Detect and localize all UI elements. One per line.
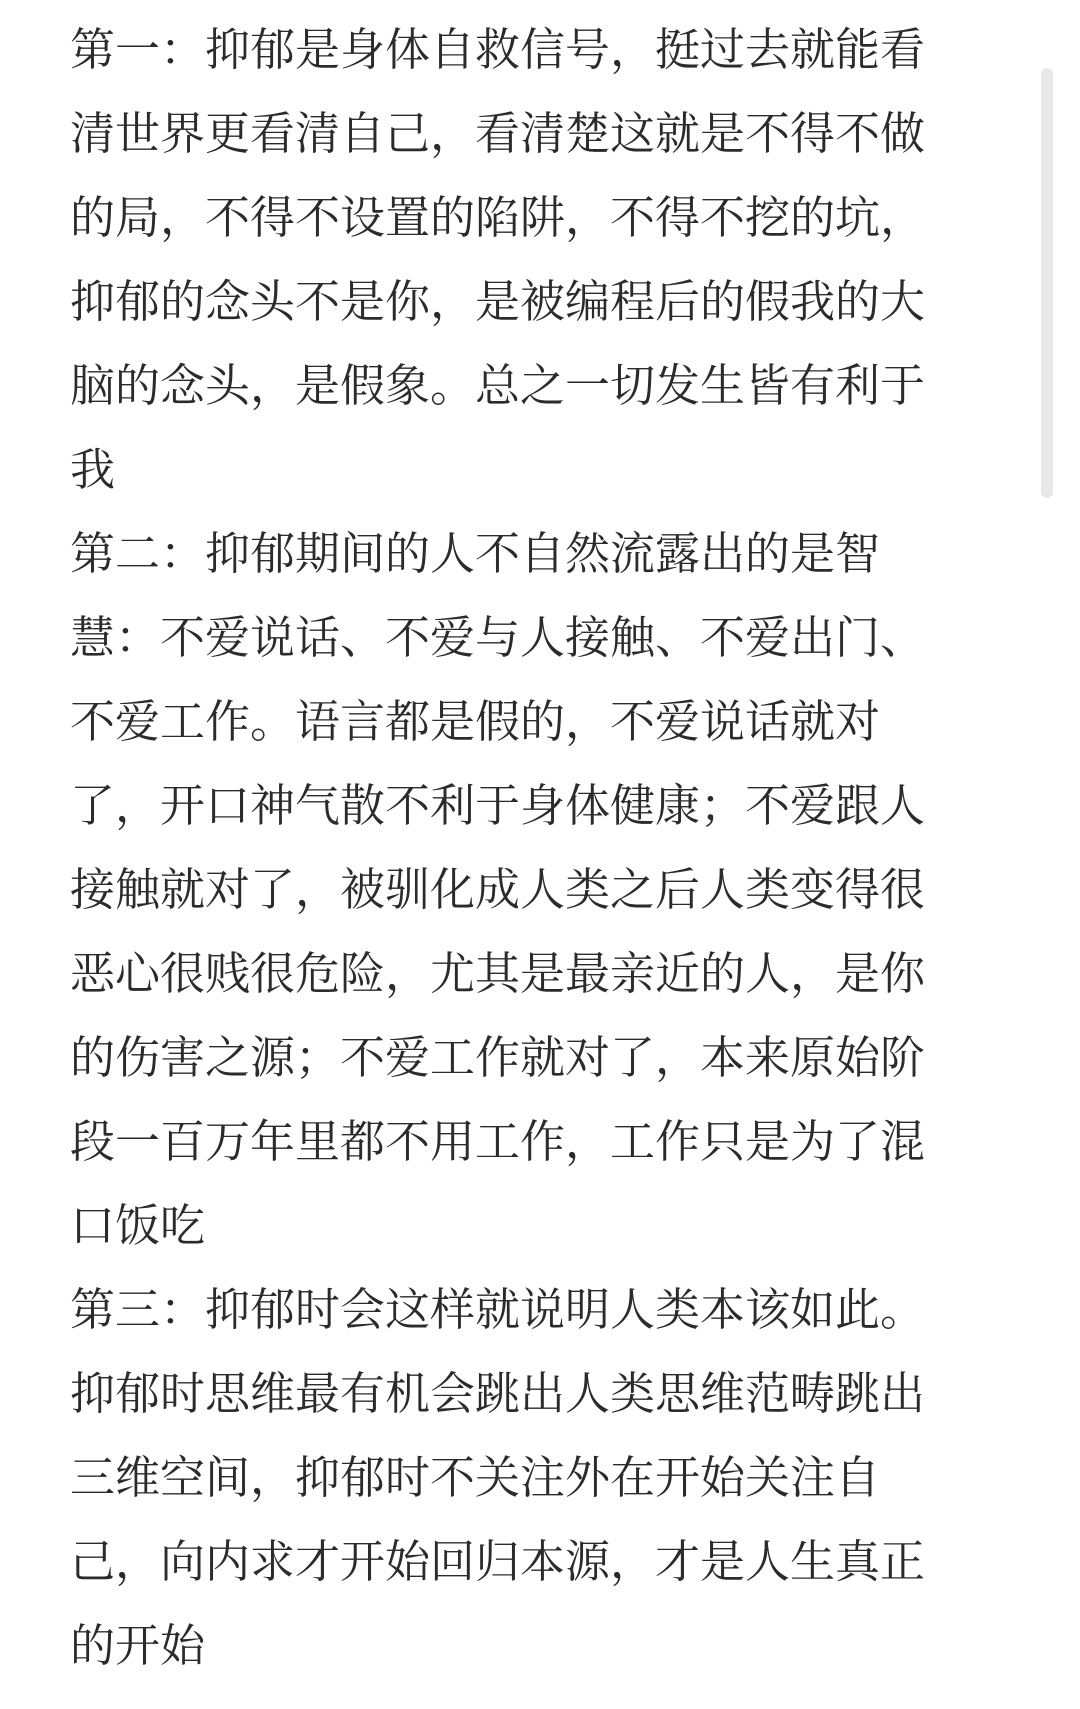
text-line: 第一：抑郁是身体自救信号，挺过去就能看 — [70, 23, 926, 76]
vertical-scrollbar-thumb[interactable] — [1041, 68, 1053, 498]
text-line: 的局，不得不设置的陷阱，不得不挖的坑， — [70, 191, 926, 244]
text-line: 清世界更看清自己，看清楚这就是不得不做 — [70, 107, 926, 160]
text-line: 的伤害之源；不爱工作就对了，本来原始阶 — [70, 1031, 926, 1084]
article-body — [70, 8, 970, 1688]
text-line: 不爱工作。语言都是假的，不爱说话就对 — [70, 695, 881, 748]
text-line: 我 — [70, 443, 116, 496]
text-line: 接触就对了，被驯化成人类之后人类变得很 — [70, 863, 926, 916]
text-line: 己，向内求才开始回归本源，才是人生真正 — [70, 1535, 926, 1588]
text-line: 抑郁时思维最有机会跳出人类思维范畴跳出 — [70, 1367, 926, 1420]
text-line: 三维空间，抑郁时不关注外在开始关注自 — [70, 1451, 881, 1504]
text-line: 恶心很贱很危险，尤其是最亲近的人，是你 — [70, 947, 926, 1000]
text-line: 抑郁的念头不是你，是被编程后的假我的大 — [70, 275, 926, 328]
text-line: 段一百万年里都不用工作，工作只是为了混 — [70, 1115, 926, 1168]
text-line: 的开始 — [70, 1619, 206, 1672]
text-line: 慧：不爱说话、不爱与人接触、不爱出门、 — [70, 611, 926, 664]
text-line: 口饭吃 — [70, 1199, 206, 1252]
text-line: 第三：抑郁时会这样就说明人类本该如此。 — [70, 1283, 926, 1336]
text-line: 了，开口神气散不利于身体健康；不爱跟人 — [70, 779, 926, 832]
text-line: 脑的念头，是假象。总之一切发生皆有利于 — [70, 359, 926, 412]
text-line: 第二：抑郁期间的人不自然流露出的是智 — [70, 527, 881, 580]
